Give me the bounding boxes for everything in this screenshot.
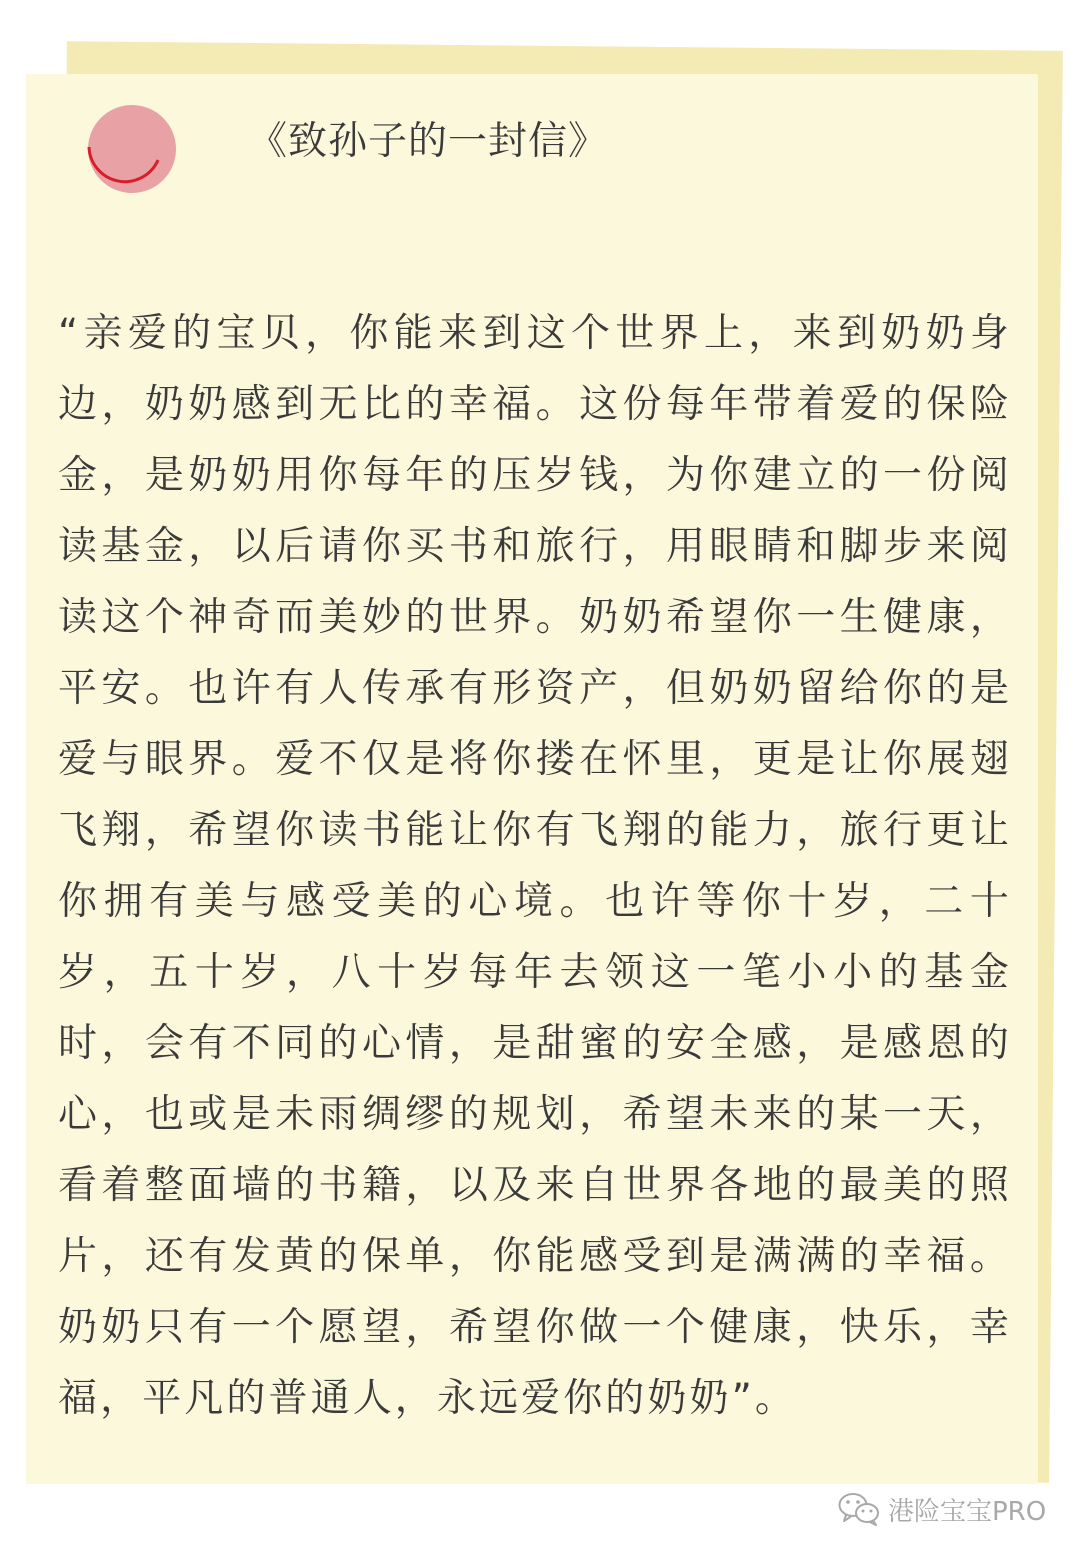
wechat-icon xyxy=(838,1492,880,1526)
watermark xyxy=(838,1487,1046,1531)
letter-body: “亲爱的宝贝，你能来到这个世界上，来到奶奶身边，奶奶感到无比的幸福。这份每年带着爱的保险金，是奶奶用你每年的压岁钱，为你建立的一份阅读基金，以后请你买书和旅行，用眼睛和脚步来阅读这个神奇而美妙的世界。奶奶希望你一生健康，平安。也许有人传承有形资产，但奶奶留给你的是爱与眼界。爱不仅是将你搂在怀里，更是让你展翅飞翔，希望你读书能让你有飞翔的能力，旅行更让你拥有美与感受美的心境。也许等你十岁，二十岁，五十岁，八十岁每年去领这一笔小小的基金时，会有不同的心情，是甜蜜的安全感，是感恩的心，也或是未雨绸缪的规划，希望未来的某一天，看着整面墙的书籍，以及来自世界各地的最美的照片，还有发黄的保单，你能感受到是满满的幸福。奶奶只有一个愿望，希望你做一个健康，快乐，幸福，平凡的普通人，永远爱你的奶奶”。 xyxy=(58,311,1012,1421)
red-circle-icon xyxy=(87,104,177,194)
watermark-text: 港险宝宝PRO xyxy=(888,1496,1047,1527)
letter-title: 《致孙子的一封信》 xyxy=(248,119,609,164)
